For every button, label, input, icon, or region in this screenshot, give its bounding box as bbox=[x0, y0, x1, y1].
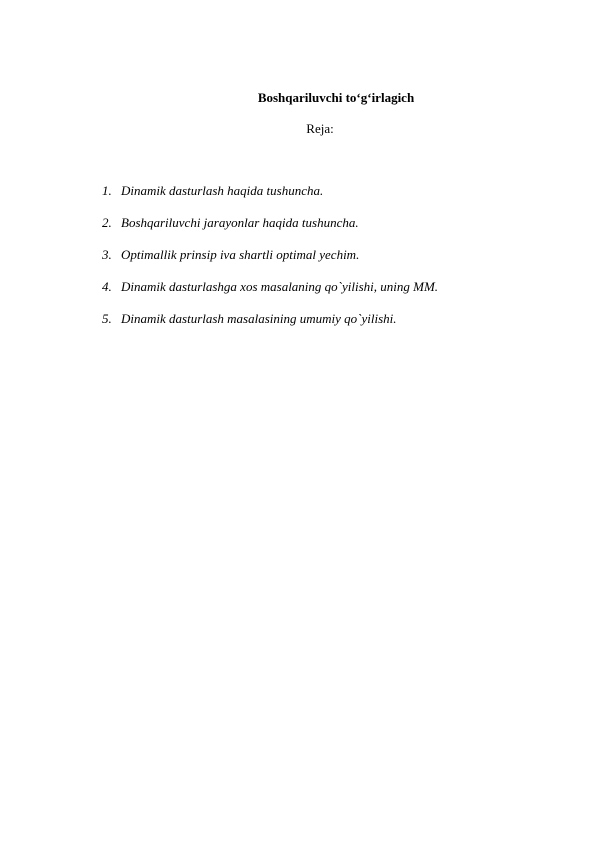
plan-item-number: 5. bbox=[102, 311, 112, 326]
plan-item-text: Dinamik dasturlash masalasining umumiy qo`yilishi. bbox=[121, 311, 397, 326]
plan-item-text: Optimallik prinsip iva shartli optimal yechim. bbox=[121, 247, 360, 262]
document-title: Boshqariluvchi to‘g‘irlagich bbox=[257, 90, 415, 105]
plan-item bbox=[102, 215, 438, 247]
plan-item-number: 3. bbox=[102, 247, 112, 262]
plan-item-number: 2. bbox=[102, 215, 112, 230]
plan-list bbox=[102, 183, 438, 343]
plan-item bbox=[102, 183, 438, 215]
plan-item bbox=[102, 247, 438, 279]
plan-item-number: 4. bbox=[102, 279, 112, 294]
plan-item-text: Boshqariluvchi jarayonlar haqida tushuncha. bbox=[121, 215, 359, 230]
plan-item-text: Dinamik dasturlashga xos masalaning qo`yilishi, uning MM. bbox=[121, 279, 439, 294]
plan-item bbox=[102, 279, 438, 311]
plan-heading: Reja: bbox=[306, 121, 334, 136]
plan-item-number: 1. bbox=[102, 183, 112, 198]
plan-item-text: Dinamik dasturlash haqida tushuncha. bbox=[121, 183, 324, 198]
plan-item bbox=[102, 311, 438, 343]
